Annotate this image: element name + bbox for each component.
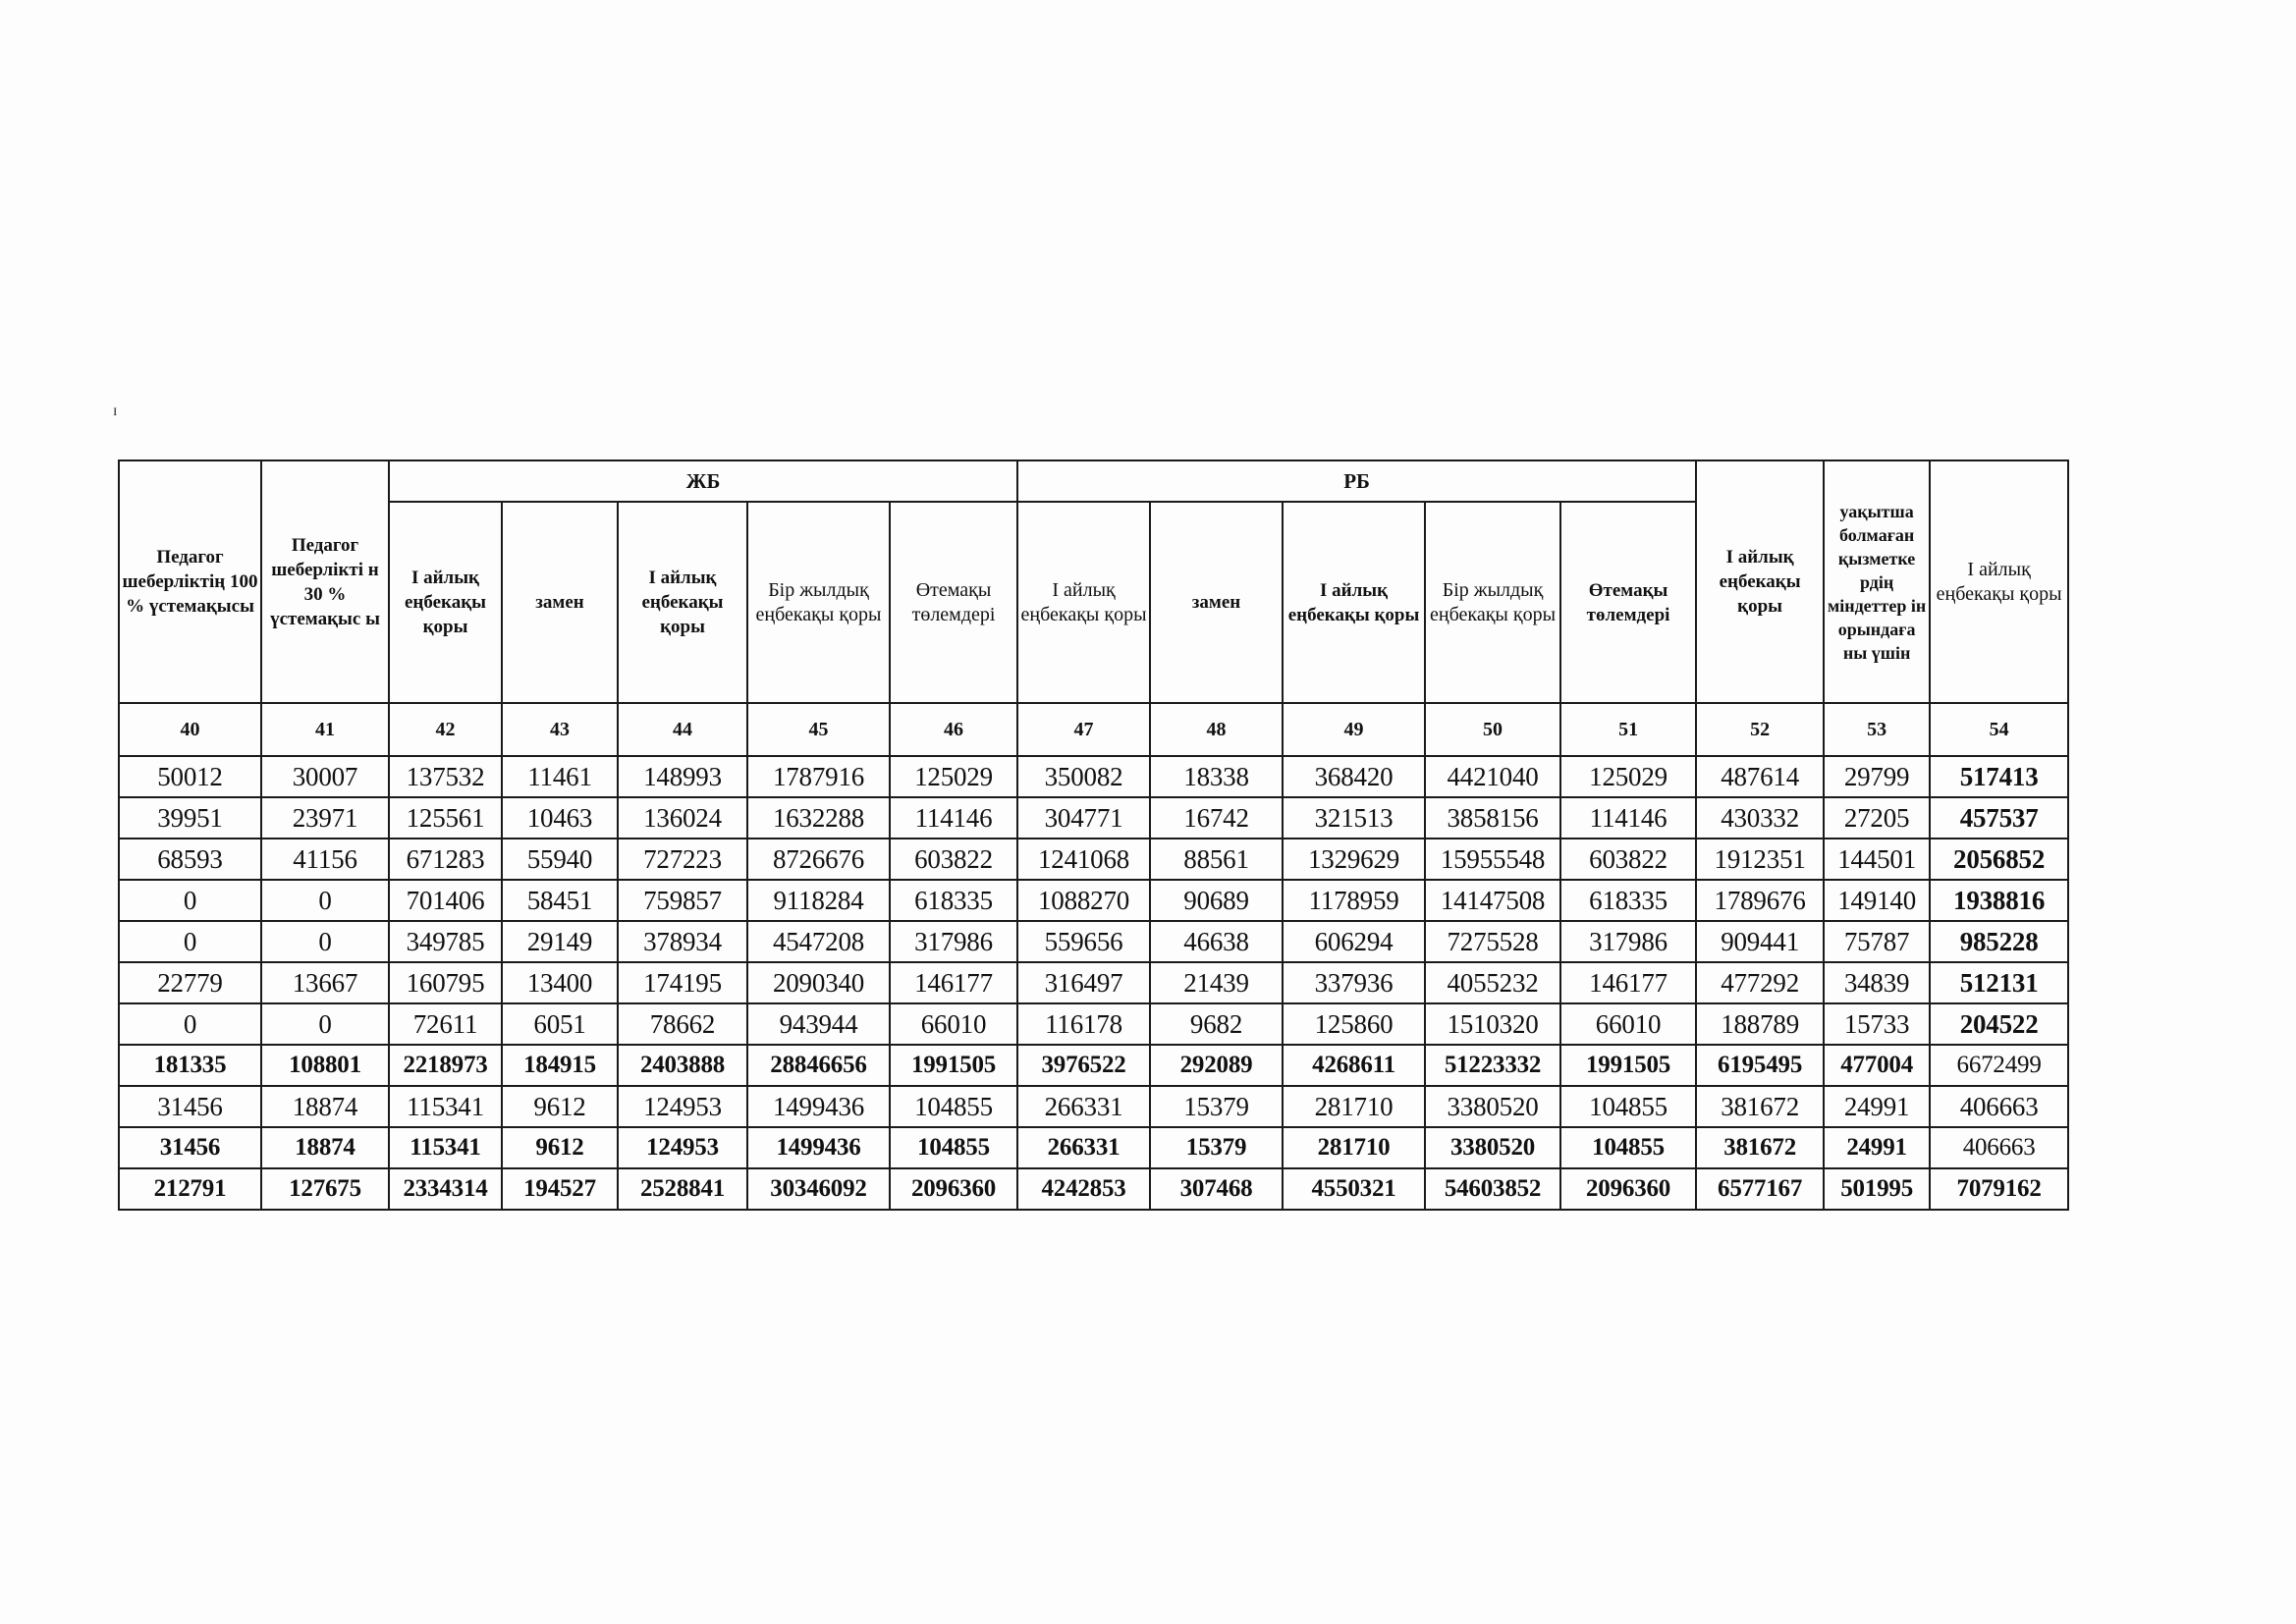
table-cell: 1088270 — [1017, 880, 1150, 921]
table-cell: 136024 — [618, 797, 747, 839]
table-cell: 316497 — [1017, 962, 1150, 1003]
table-cell: 174195 — [618, 962, 747, 1003]
table-row — [119, 1045, 2068, 1086]
table-cell: 23971 — [261, 797, 389, 839]
table-cell: 4421040 — [1425, 756, 1560, 797]
table-cell: 29799 — [1824, 756, 1930, 797]
table-cell: 0 — [261, 921, 389, 962]
table-cell: 1787916 — [747, 756, 890, 797]
col-header-41: Педагог шеберлікті н 30 % үстемақыс ы — [261, 460, 389, 703]
table-cell: 909441 — [1696, 921, 1824, 962]
table-row — [119, 962, 2068, 1003]
col-number: 50 — [1425, 703, 1560, 756]
col-number: 43 — [502, 703, 618, 756]
table-cell: 14147508 — [1425, 880, 1560, 921]
table-cell: 146177 — [1560, 962, 1696, 1003]
table-cell: 2334314 — [389, 1168, 502, 1210]
table-cell: 266331 — [1017, 1127, 1150, 1168]
col-header-49: I айлық еңбекақы қоры — [1283, 502, 1425, 703]
col-header-52: I айлық еңбекақы қоры — [1696, 460, 1824, 703]
table-cell: 1329629 — [1283, 839, 1425, 880]
table-cell: 15379 — [1150, 1127, 1283, 1168]
table-cell: 144501 — [1824, 839, 1930, 880]
table-cell: 3976522 — [1017, 1045, 1150, 1086]
table-cell: 606294 — [1283, 921, 1425, 962]
table-cell: 2096360 — [890, 1168, 1017, 1210]
table-cell: 2096360 — [1560, 1168, 1696, 1210]
table-cell: 72611 — [389, 1003, 502, 1045]
table-cell: 350082 — [1017, 756, 1150, 797]
table-cell: 0 — [119, 880, 261, 921]
col-number: 46 — [890, 703, 1017, 756]
table-cell: 4055232 — [1425, 962, 1560, 1003]
table-body — [119, 756, 2068, 1210]
table-cell: 477292 — [1696, 962, 1824, 1003]
table-cell: 2090340 — [747, 962, 890, 1003]
table-cell: 29149 — [502, 921, 618, 962]
table-cell: 1912351 — [1696, 839, 1824, 880]
table-cell: 281710 — [1283, 1086, 1425, 1127]
table-cell: 124953 — [618, 1127, 747, 1168]
table-cell: 125860 — [1283, 1003, 1425, 1045]
col-header-53: уақытша болмаған қызметке рдің міндеттер ін орындаға ны үшін — [1824, 460, 1930, 703]
table-cell: 281710 — [1283, 1127, 1425, 1168]
table-cell: 727223 — [618, 839, 747, 880]
col-header-45: Бір жылдық еңбекақы қоры — [747, 502, 890, 703]
table-cell: 1632288 — [747, 797, 890, 839]
table-cell: 115341 — [389, 1127, 502, 1168]
table-cell: 188789 — [1696, 1003, 1824, 1045]
table-cell: 58451 — [502, 880, 618, 921]
col-header-50: Бір жылдық еңбекақы қоры — [1425, 502, 1560, 703]
table-cell: 34839 — [1824, 962, 1930, 1003]
table-cell: 18874 — [261, 1086, 389, 1127]
table-cell: 75787 — [1824, 921, 1930, 962]
table-cell: 30346092 — [747, 1168, 890, 1210]
table-cell: 88561 — [1150, 839, 1283, 880]
table-cell: 90689 — [1150, 880, 1283, 921]
table-cell: 559656 — [1017, 921, 1150, 962]
col-header-47: I айлық еңбекақы қоры — [1017, 502, 1150, 703]
table-cell: 0 — [119, 921, 261, 962]
table-cell: 114146 — [1560, 797, 1696, 839]
table-row — [119, 1127, 2068, 1168]
table-cell: 124953 — [618, 1086, 747, 1127]
table-cell: 54603852 — [1425, 1168, 1560, 1210]
table-cell: 6195495 — [1696, 1045, 1824, 1086]
table-cell: 2056852 — [1930, 839, 2068, 880]
table-cell: 181335 — [119, 1045, 261, 1086]
col-header-40: Педагог шеберліктің 100 % үстемақысы — [119, 460, 261, 703]
table-cell: 671283 — [389, 839, 502, 880]
col-header-51: Өтемақы төлемдері — [1560, 502, 1696, 703]
table-row — [119, 1086, 2068, 1127]
table-row — [119, 921, 2068, 962]
group-header-jb: ЖБ — [389, 460, 1017, 502]
table-cell: 4242853 — [1017, 1168, 1150, 1210]
group-header-rb: РБ — [1017, 460, 1696, 502]
table-cell: 66010 — [1560, 1003, 1696, 1045]
table-cell: 406663 — [1930, 1127, 2068, 1168]
col-number: 40 — [119, 703, 261, 756]
table-cell: 115341 — [389, 1086, 502, 1127]
table-cell: 9118284 — [747, 880, 890, 921]
table-row — [119, 797, 2068, 839]
table-cell: 603822 — [890, 839, 1017, 880]
table-cell: 4547208 — [747, 921, 890, 962]
table-cell: 68593 — [119, 839, 261, 880]
table-cell: 15955548 — [1425, 839, 1560, 880]
table-cell: 21439 — [1150, 962, 1283, 1003]
table-cell: 125029 — [1560, 756, 1696, 797]
col-number: 51 — [1560, 703, 1696, 756]
table-cell: 1510320 — [1425, 1003, 1560, 1045]
table-cell: 24991 — [1824, 1086, 1930, 1127]
col-number: 48 — [1150, 703, 1283, 756]
table-cell: 0 — [261, 880, 389, 921]
table-row — [119, 1003, 2068, 1045]
table-cell: 512131 — [1930, 962, 2068, 1003]
table-cell: 517413 — [1930, 756, 2068, 797]
table-cell: 381672 — [1696, 1086, 1824, 1127]
table-row — [119, 1168, 2068, 1210]
table-cell: 2403888 — [618, 1045, 747, 1086]
table-cell: 114146 — [890, 797, 1017, 839]
table-cell: 701406 — [389, 880, 502, 921]
table-cell: 3380520 — [1425, 1127, 1560, 1168]
table-cell: 1938816 — [1930, 880, 2068, 921]
table-cell: 603822 — [1560, 839, 1696, 880]
table-cell: 51223332 — [1425, 1045, 1560, 1086]
table-cell: 1789676 — [1696, 880, 1824, 921]
table-cell: 349785 — [389, 921, 502, 962]
table-cell: 137532 — [389, 756, 502, 797]
page-mark: ɪ — [113, 403, 118, 419]
col-number: 42 — [389, 703, 502, 756]
table-cell: 6051 — [502, 1003, 618, 1045]
payroll-table — [118, 460, 2069, 1211]
table-cell: 146177 — [890, 962, 1017, 1003]
table-cell: 457537 — [1930, 797, 2068, 839]
table-cell: 28846656 — [747, 1045, 890, 1086]
table-cell: 0 — [119, 1003, 261, 1045]
table-cell: 16742 — [1150, 797, 1283, 839]
col-header-42: I айлық еңбекақы қоры — [389, 502, 502, 703]
col-number: 52 — [1696, 703, 1824, 756]
table-cell: 149140 — [1824, 880, 1930, 921]
table-row — [119, 839, 2068, 880]
table-cell: 759857 — [618, 880, 747, 921]
table-cell: 41156 — [261, 839, 389, 880]
table-cell: 3858156 — [1425, 797, 1560, 839]
table-cell: 10463 — [502, 797, 618, 839]
table-cell: 0 — [261, 1003, 389, 1045]
table-cell: 2218973 — [389, 1045, 502, 1086]
table-cell: 501995 — [1824, 1168, 1930, 1210]
table-cell: 1499436 — [747, 1127, 890, 1168]
table-cell: 1499436 — [747, 1086, 890, 1127]
table-cell: 55940 — [502, 839, 618, 880]
table-cell: 1991505 — [1560, 1045, 1696, 1086]
table-cell: 31456 — [119, 1127, 261, 1168]
table-cell: 116178 — [1017, 1003, 1150, 1045]
table-cell: 66010 — [890, 1003, 1017, 1045]
table-cell: 317986 — [1560, 921, 1696, 962]
table-cell: 317986 — [890, 921, 1017, 962]
table-cell: 618335 — [890, 880, 1017, 921]
table-cell: 9612 — [502, 1127, 618, 1168]
table-cell: 22779 — [119, 962, 261, 1003]
table-cell: 6577167 — [1696, 1168, 1824, 1210]
table-cell: 378934 — [618, 921, 747, 962]
table-cell: 266331 — [1017, 1086, 1150, 1127]
table-cell: 15733 — [1824, 1003, 1930, 1045]
table-row — [119, 756, 2068, 797]
column-number-row — [119, 703, 2068, 756]
table-cell: 321513 — [1283, 797, 1425, 839]
table-cell: 1178959 — [1283, 880, 1425, 921]
table-cell: 618335 — [1560, 880, 1696, 921]
col-header-44: I айлық еңбекақы қоры — [618, 502, 747, 703]
table-cell: 18338 — [1150, 756, 1283, 797]
table-cell: 985228 — [1930, 921, 2068, 962]
table-cell: 1991505 — [890, 1045, 1017, 1086]
col-header-43: замен — [502, 502, 618, 703]
table-cell: 127675 — [261, 1168, 389, 1210]
table-cell: 204522 — [1930, 1003, 2068, 1045]
table-cell: 160795 — [389, 962, 502, 1003]
table-cell: 78662 — [618, 1003, 747, 1045]
table-cell: 46638 — [1150, 921, 1283, 962]
table-cell: 487614 — [1696, 756, 1824, 797]
table-cell: 194527 — [502, 1168, 618, 1210]
table-cell: 943944 — [747, 1003, 890, 1045]
table-cell: 50012 — [119, 756, 261, 797]
table-cell: 430332 — [1696, 797, 1824, 839]
table-cell: 104855 — [1560, 1086, 1696, 1127]
col-number: 45 — [747, 703, 890, 756]
table-cell: 7079162 — [1930, 1168, 2068, 1210]
table-cell: 15379 — [1150, 1086, 1283, 1127]
col-header-54: I айлық еңбекақы қоры — [1930, 460, 2068, 703]
table-cell: 11461 — [502, 756, 618, 797]
table-cell: 148993 — [618, 756, 747, 797]
table-cell: 31456 — [119, 1086, 261, 1127]
col-number: 47 — [1017, 703, 1150, 756]
table-cell: 18874 — [261, 1127, 389, 1168]
table-cell: 368420 — [1283, 756, 1425, 797]
table-cell: 104855 — [1560, 1127, 1696, 1168]
table-cell: 406663 — [1930, 1086, 2068, 1127]
table-cell: 24991 — [1824, 1127, 1930, 1168]
table-cell: 2528841 — [618, 1168, 747, 1210]
col-number: 41 — [261, 703, 389, 756]
table-cell: 381672 — [1696, 1127, 1824, 1168]
col-number: 54 — [1930, 703, 2068, 756]
table-cell: 4550321 — [1283, 1168, 1425, 1210]
table-cell: 477004 — [1824, 1045, 1930, 1086]
table-cell: 184915 — [502, 1045, 618, 1086]
col-number: 49 — [1283, 703, 1425, 756]
table-cell: 13400 — [502, 962, 618, 1003]
col-number: 44 — [618, 703, 747, 756]
col-header-46: Өтемақы төлемдері — [890, 502, 1017, 703]
table-cell: 1241068 — [1017, 839, 1150, 880]
table-cell: 7275528 — [1425, 921, 1560, 962]
table-cell: 292089 — [1150, 1045, 1283, 1086]
table-cell: 337936 — [1283, 962, 1425, 1003]
table-cell: 6672499 — [1930, 1045, 2068, 1086]
table-cell: 104855 — [890, 1086, 1017, 1127]
table-row — [119, 880, 2068, 921]
table-cell: 8726676 — [747, 839, 890, 880]
table-cell: 3380520 — [1425, 1086, 1560, 1127]
table-cell: 27205 — [1824, 797, 1930, 839]
table-cell: 108801 — [261, 1045, 389, 1086]
table-cell: 125561 — [389, 797, 502, 839]
table-cell: 304771 — [1017, 797, 1150, 839]
table-cell: 212791 — [119, 1168, 261, 1210]
table-cell: 4268611 — [1283, 1045, 1425, 1086]
col-header-48: замен — [1150, 502, 1283, 703]
table-cell: 30007 — [261, 756, 389, 797]
table-cell: 13667 — [261, 962, 389, 1003]
table-cell: 125029 — [890, 756, 1017, 797]
table-cell: 307468 — [1150, 1168, 1283, 1210]
table-cell: 104855 — [890, 1127, 1017, 1168]
table-cell: 9682 — [1150, 1003, 1283, 1045]
table-cell: 39951 — [119, 797, 261, 839]
col-number: 53 — [1824, 703, 1930, 756]
table-cell: 9612 — [502, 1086, 618, 1127]
